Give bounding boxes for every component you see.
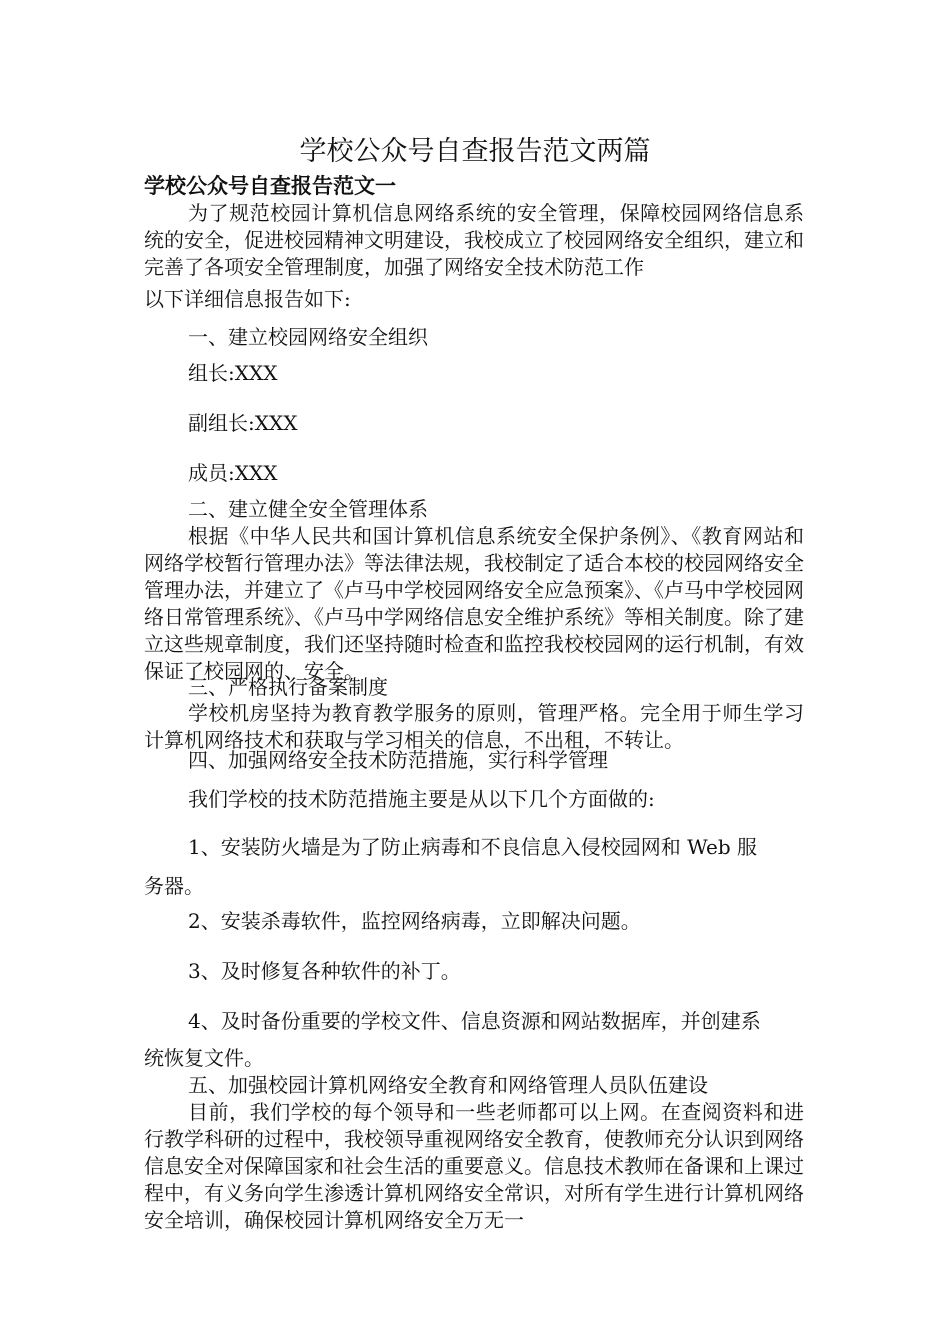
deputy-leader-line: 副组长:XXX [188, 411, 298, 435]
leader-line: 组长:XXX [188, 361, 278, 385]
measure-item-4-tail: 统恢复文件。 [144, 1046, 264, 1070]
measure-item-1: 1、安装防火墙是为了防止病毒和不良信息入侵校园网和 Web 服 [188, 835, 758, 859]
section-4-heading: 四、加强网络安全技术防范措施，实行科学管理 [188, 748, 608, 772]
section-3-body: 学校机房坚持为教育教学服务的原则，管理严格。完全用于师生学习计算机网络技术和获取与学习相关的信息，不出租，不转让。 [144, 701, 804, 752]
measure-item-1-tail: 务器。 [144, 874, 204, 898]
section-2-body: 根据《中华人民共和国计算机信息系统安全保护条例》、《教育网站和网络学校暂行管理办法》等法律法规，我校制定了适合本校的校园网络安全管理办法，并建立了《卢马中学校园网络安全应急预案》、《卢马中学校园网络日常管理系统》、《卢马中学网络信息安全维护系统》等相关制度。除了建立这些规章制度，我们还坚持随时检查和监控我校校园网的运行机制，有效保证了校园网的、安全。 [144, 524, 804, 683]
section-1-heading: 一、建立校园网络安全组织 [188, 325, 428, 349]
measure-item-4: 4、及时备份重要的学校文件、信息资源和网站数据库，并创建系 [188, 1009, 761, 1033]
document-title: 学校公众号自查报告范文两篇 [299, 136, 651, 167]
document-subtitle: 学校公众号自查报告范文一 [144, 173, 396, 198]
members-line: 成员:XXX [188, 461, 278, 485]
section-5-heading: 五、加强校园计算机网络安全教育和网络管理人员队伍建设 [188, 1073, 708, 1097]
section-5-body: 目前，我们学校的每个领导和一些老师都可以上网。在查阅资料和进行教学科研的过程中，我校领导重视网络安全教育，使教师充分认识到网络信息安全对保障国家和社会生活的重要意义。信息技术教师在备课和上课过程中，有义务向学生渗透计算机网络安全常识，对所有学生进行计算机网络安全培训，确保校园计算机网络安全万无一 [144, 1100, 804, 1232]
section-4-intro: 我们学校的技术防范措施主要是从以下几个方面做的: [188, 787, 655, 811]
intro-paragraph: 为了规范校园计算机信息网络系统的安全管理，保障校园网络信息系统的安全，促进校园精神文明建设，我校成立了校园网络安全组织，建立和完善了各项安全管理制度，加强了网络安全技术防范工作 [144, 201, 804, 279]
section-3-heading: 三、严格执行备案制度 [188, 675, 388, 699]
intro-paragraph-tail: 以下详细信息报告如下: [144, 287, 351, 311]
measure-item-2: 2、安装杀毒软件，监控网络病毒，立即解决问题。 [188, 909, 641, 933]
measure-item-3: 3、及时修复各种软件的补丁。 [188, 959, 461, 983]
section-2-heading: 二、建立健全安全管理体系 [188, 497, 428, 521]
